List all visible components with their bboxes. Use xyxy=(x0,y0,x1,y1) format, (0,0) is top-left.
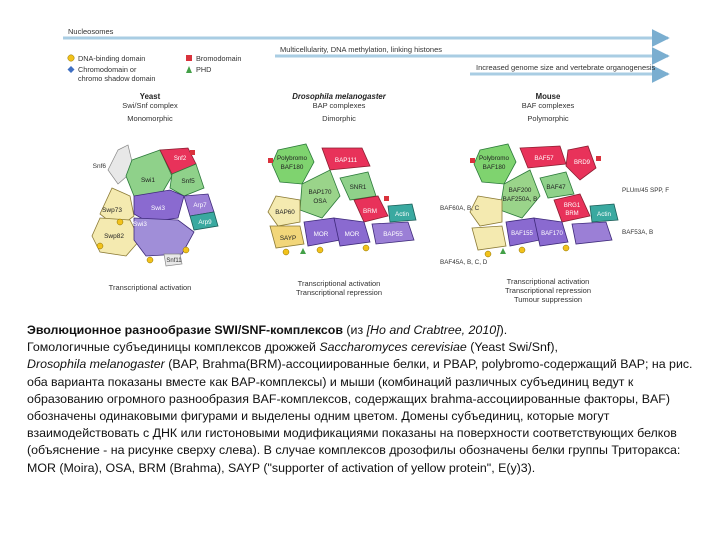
legend-chromo-shadow: chromo shadow domain xyxy=(78,74,156,83)
legend-diamond-icon xyxy=(68,66,75,73)
label-baf180-m: BAF180 xyxy=(482,164,506,171)
label-bap170: BAP170 xyxy=(308,189,332,196)
bromodomain-square-icon xyxy=(470,158,475,163)
legend-bromodomain: Bromodomain xyxy=(196,54,242,63)
yeast-morph: Monomorphic xyxy=(127,114,173,123)
label-brd9: BRD9 xyxy=(573,160,591,166)
dna-binding-dot-icon xyxy=(147,257,153,263)
label-sayp: SAYP xyxy=(279,235,297,242)
label-baf200: BAF200 xyxy=(508,187,532,194)
label-baf180-d: BAF180 xyxy=(280,164,304,171)
legend xyxy=(68,54,242,83)
legend-square-icon xyxy=(186,55,192,61)
caption-body xyxy=(27,339,702,477)
legend-phd: PHD xyxy=(196,65,212,74)
legend-triangle-icon xyxy=(186,66,192,73)
legend-dna-binding: DNA-binding domain xyxy=(78,54,146,63)
label-actin-m: Actin xyxy=(597,211,611,218)
drosophila-morph: Dimorphic xyxy=(322,114,356,123)
caption-title-plain: (из xyxy=(342,323,367,337)
dna-binding-dot-icon xyxy=(183,247,189,253)
bromodomain-square-icon xyxy=(268,158,273,163)
label-baf57: BAF57 xyxy=(534,155,554,162)
block-baf45 xyxy=(472,226,506,250)
caption-species-fly: Drosophila melanogaster xyxy=(27,357,165,372)
label-snf2: Snf2 xyxy=(173,156,187,162)
block-baf53 xyxy=(572,222,612,244)
side-label-plu: PLUm/45 SPP, F xyxy=(622,187,670,194)
yeast-complex xyxy=(92,92,218,292)
caption-body-1: Гомологичные субъединицы комплексов дрожжей xyxy=(27,340,320,355)
label-multicellularity: Multicellularity, DNA methylation, linking histones xyxy=(280,45,443,54)
side-label-baf60: BAF60A, B, C xyxy=(440,205,480,212)
mouse-activity-3: Tumour suppression xyxy=(513,295,583,304)
drosophila-complex xyxy=(268,92,416,297)
dna-binding-dot-icon xyxy=(485,251,491,257)
label-baf250: BAF250A, B xyxy=(502,196,538,203)
label-brg1: BRG1 xyxy=(563,203,581,209)
bromodomain-square-icon xyxy=(190,150,195,155)
dna-binding-dot-icon xyxy=(317,247,323,253)
mouse-morph: Polymorphic xyxy=(527,114,569,123)
label-osa: OSA xyxy=(313,198,327,205)
label-polybromo-d: Polybromo xyxy=(276,155,308,162)
caption-body-2: (Yeast Swi/Snf), xyxy=(466,340,558,355)
bromodomain-square-icon xyxy=(384,196,389,201)
label-nucleosomes: Nucleosomes xyxy=(68,27,114,36)
phd-triangle-icon xyxy=(300,248,306,254)
drosophila-title: Drosophila melanogaster xyxy=(292,92,386,101)
legend-dot-icon xyxy=(68,55,74,61)
label-mor-b: MOR xyxy=(344,231,360,238)
caption-body-3: (BAP, Brahma(BRM)-ассоциированные белки, и PBAP, polybromo-содержащий BAP; на рис. оба варианта показаны вместе как BAP-комплексы) и мыши (комбинаций различных субъединиц ведут к образованию огромного разнообразия BAF-комплексов, содержащих brahma-ассоциированные факторы, BAF) обозначены одинаковыми фигурами и выделены одним цветом. Домены субъединиц, которые могут взаимодействовать с ДНК или гистоновыми модификациями показаны на поверхности соответствующих белков (объяснение - на рисунке сверху слева). В случае комплексов дрозофилы обозначены белки группы Триторакса: MOR (Moira), OSA, BRM (Brahma), SAYP ("supporter of activation of yellow protein", E(y)3). xyxy=(27,357,693,475)
side-label-baf45: BAF45A, B, C, D xyxy=(440,259,488,266)
mouse-activity-1: Transcriptional activation xyxy=(506,277,590,286)
dna-binding-dot-icon xyxy=(117,219,123,225)
label-genome: Increased genome size and vertebrate organogenesis xyxy=(476,63,656,72)
label-brm-d: BRM xyxy=(363,208,377,215)
label-arp7: Arp7 xyxy=(193,202,207,209)
yeast-title: Yeast xyxy=(139,92,161,101)
label-arp9: Arp9 xyxy=(198,219,212,226)
caption-title-line xyxy=(27,322,702,339)
yeast-subtitle: Swi/Snf complex xyxy=(122,101,178,110)
mouse-activity-2: Transcriptional repression xyxy=(504,286,592,295)
label-snf5: Snf5 xyxy=(181,178,195,185)
mouse-complex xyxy=(440,92,669,304)
drosophila-activity-1: Transcriptional activation xyxy=(297,279,381,288)
drosophila-subtitle: BAP complexes xyxy=(312,101,366,110)
label-brm-m: BRM xyxy=(565,211,579,217)
mouse-subtitle: BAF complexes xyxy=(521,101,575,110)
label-baf155: BAF155 xyxy=(511,231,533,237)
label-swi3-a: Swi3 xyxy=(150,205,166,212)
dna-binding-dot-icon xyxy=(563,245,569,251)
label-swi3-b: Swi3 xyxy=(133,221,147,228)
caption-title-end: ). xyxy=(499,323,508,337)
label-swp82: Swp82 xyxy=(104,233,124,240)
label-actin-d: Actin xyxy=(395,211,409,218)
yeast-activity: Transcriptional activation xyxy=(108,283,192,292)
evolution-arrows xyxy=(63,27,668,74)
legend-chromodomain: Chromodomain or xyxy=(78,65,137,74)
label-baf170: BAF170 xyxy=(541,231,563,237)
label-bap55: BAP55 xyxy=(383,231,403,238)
label-swp73: Swp73 xyxy=(102,207,122,214)
label-baf47: BAF47 xyxy=(546,184,566,191)
dna-binding-dot-icon xyxy=(363,245,369,251)
dna-binding-dot-icon xyxy=(519,247,525,253)
label-bap60: BAP60 xyxy=(275,209,295,216)
label-snr1: SNR1 xyxy=(349,184,367,191)
dna-binding-dot-icon xyxy=(97,243,103,249)
label-polybromo-m: Polybromo xyxy=(478,155,510,162)
dna-binding-dot-icon xyxy=(283,249,289,255)
label-swi1: Swi1 xyxy=(140,177,156,184)
label-snf6: Snf6 xyxy=(92,163,106,170)
bromodomain-square-icon xyxy=(596,156,601,161)
caption-title: Эволюционное разнообразие SWI/SNF-комплексов xyxy=(27,323,343,337)
label-mor-a: MOR xyxy=(313,231,329,238)
drosophila-activity-2: Transcriptional repression xyxy=(295,288,383,297)
caption-species-yeast: Saccharomyces cerevisiae xyxy=(319,340,467,355)
side-label-baf53: BAF53A, B xyxy=(622,229,654,236)
mouse-title: Mouse xyxy=(535,92,561,101)
figure-caption xyxy=(27,322,702,477)
phd-triangle-icon xyxy=(500,248,506,254)
label-snf11: Snf11 xyxy=(166,258,182,264)
caption-citation: [Ho and Crabtree, 2010] xyxy=(366,323,500,337)
label-bap111: BAP111 xyxy=(334,157,358,164)
